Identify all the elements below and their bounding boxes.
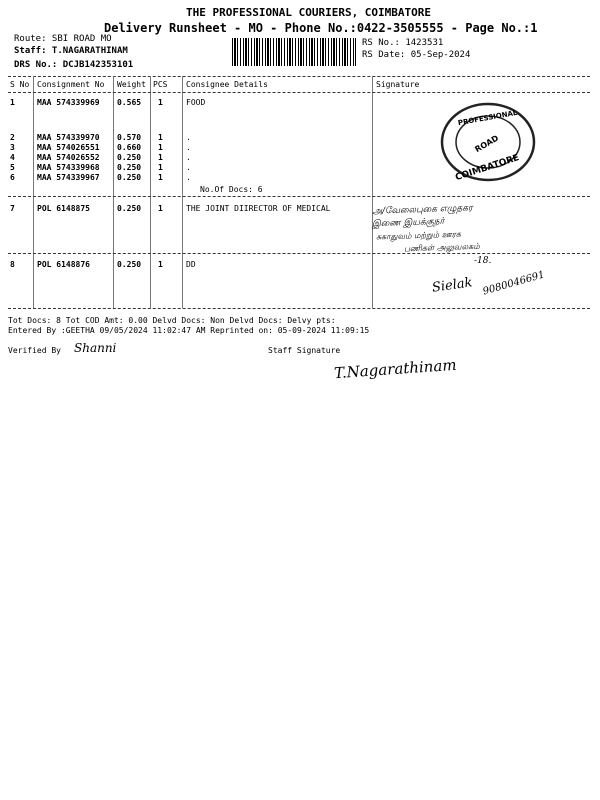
drs-number: DRS No.: DCJB142353101 [14,60,134,70]
table-row-pcs: 1 [158,260,163,269]
verified-by-label: Verified By [8,346,61,355]
table-row-sno: 1 [10,98,15,107]
courier-stamp [438,100,538,184]
table-row-weight: 0.565 [117,98,142,107]
verified-signature: Shanni [74,341,117,355]
table-row-consignment: MAA 574339968 [37,163,100,172]
staff-signature: T.Nagarathinam [333,355,458,383]
table-row-pcs: 1 [158,163,163,172]
table-row-details: . [186,133,191,142]
divider [8,76,590,77]
table-row-sno: 5 [10,163,15,172]
table-row-details: DD [186,260,196,269]
table-row-sno: 7 [10,204,15,213]
handwritten-phone: 9080046691 [481,269,546,298]
table-row-sno: 8 [10,260,15,269]
staff-signature-label: Staff Signature [268,346,341,355]
table-row-weight: 0.250 [117,204,142,213]
table-row-weight: 0.250 [117,173,142,182]
handwritten-date-note: -18. [474,256,492,266]
handwritten-signature: Sielak [431,275,474,296]
column-header-pcs: PCS [153,80,168,89]
table-row-consignment: POL 6148876 [37,260,90,269]
column-header-signature: Signature [376,80,420,89]
barcode [232,38,356,66]
table-row-sno: 4 [10,153,15,162]
divider [8,308,590,309]
staff-label: Staff: T.NAGARATHINAM [14,46,128,56]
column-divider [150,76,151,308]
column-header-sno: S No [10,80,30,89]
column-header-consignment: Consignment No [37,80,105,89]
table-row-consignment: MAA 574339969 [37,98,100,107]
totals-line: Tot Docs: 8 Tot COD Amt: 0.00 Delvd Docs: Non Delvd Docs: Delvy pts: [8,316,336,325]
table-row-consignment: POL 6148875 [37,204,90,213]
tamil-stamp-line: பணிகள் அலுவலகம் [403,241,480,254]
divider [8,253,590,254]
table-row-weight: 0.570 [117,133,142,142]
rs-number: RS No.: 1423531 [362,38,444,48]
route-label: Route: SBI ROAD MO [14,34,112,44]
table-row-sno: 2 [10,133,15,142]
tamil-stamp-line: அ/வேலைபுகை எழுதகர [371,203,473,217]
column-divider [182,76,183,308]
table-row-weight: 0.250 [117,153,142,162]
column-header-weight: Weight [117,80,146,89]
table-row-details: FOOD [186,98,206,107]
table-row-pcs: 1 [158,204,163,213]
table-row-details: THE JOINT DIIRECTOR OF MEDICAL [186,204,331,213]
entered-by-line: Entered By :GEETHA 09/05/2024 11:02:47 AM Reprinted on: 05-09-2024 11:09:15 [8,326,370,335]
divider [8,196,590,197]
table-row-details: . [186,143,191,152]
table-row-consignment: MAA 574026552 [37,153,100,162]
column-divider [33,76,34,308]
table-row-weight: 0.660 [117,143,142,152]
table-row-consignment: MAA 574026551 [37,143,100,152]
tamil-stamp-line: சுகாதுவம் மற்றும் ஊரக [375,229,462,242]
table-row-consignment: MAA 574339970 [37,133,100,142]
table-row-weight: 0.250 [117,260,142,269]
column-divider [372,76,373,308]
table-row-pcs: 1 [158,133,163,142]
stamp-text: PROFESSIONAL [457,108,518,128]
runsheet-title: Delivery Runsheet - MO - Phone No.:0422-3505555 - Page No.:1 [104,21,538,35]
rs-date: RS Date: 05-Sep-2024 [362,50,471,60]
table-row-sno: 6 [10,173,15,182]
table-row-pcs: 1 [158,143,163,152]
table-row-pcs: 1 [158,153,163,162]
stamp-text: COIMBATORE [454,153,521,184]
table-row-pcs: 1 [158,173,163,182]
table-row-weight: 0.250 [117,163,142,172]
table-row-details: . [186,153,191,162]
company-title: THE PROFESSIONAL COURIERS, COIMBATORE [186,6,432,19]
table-row-consignment: MAA 574339967 [37,173,100,182]
table-row-pcs: 1 [158,98,163,107]
stamp-text: ROAD [473,133,501,155]
table-row-details: . [186,173,191,182]
table-row-sno: 3 [10,143,15,152]
table-row-details: . [186,163,191,172]
divider [8,92,590,93]
column-header-consignee: Consignee Details [186,80,268,89]
tamil-stamp-line: இணை இயக்குநர் [371,216,445,230]
column-divider [113,76,114,308]
no-of-docs: No.Of Docs: 6 [200,185,263,194]
